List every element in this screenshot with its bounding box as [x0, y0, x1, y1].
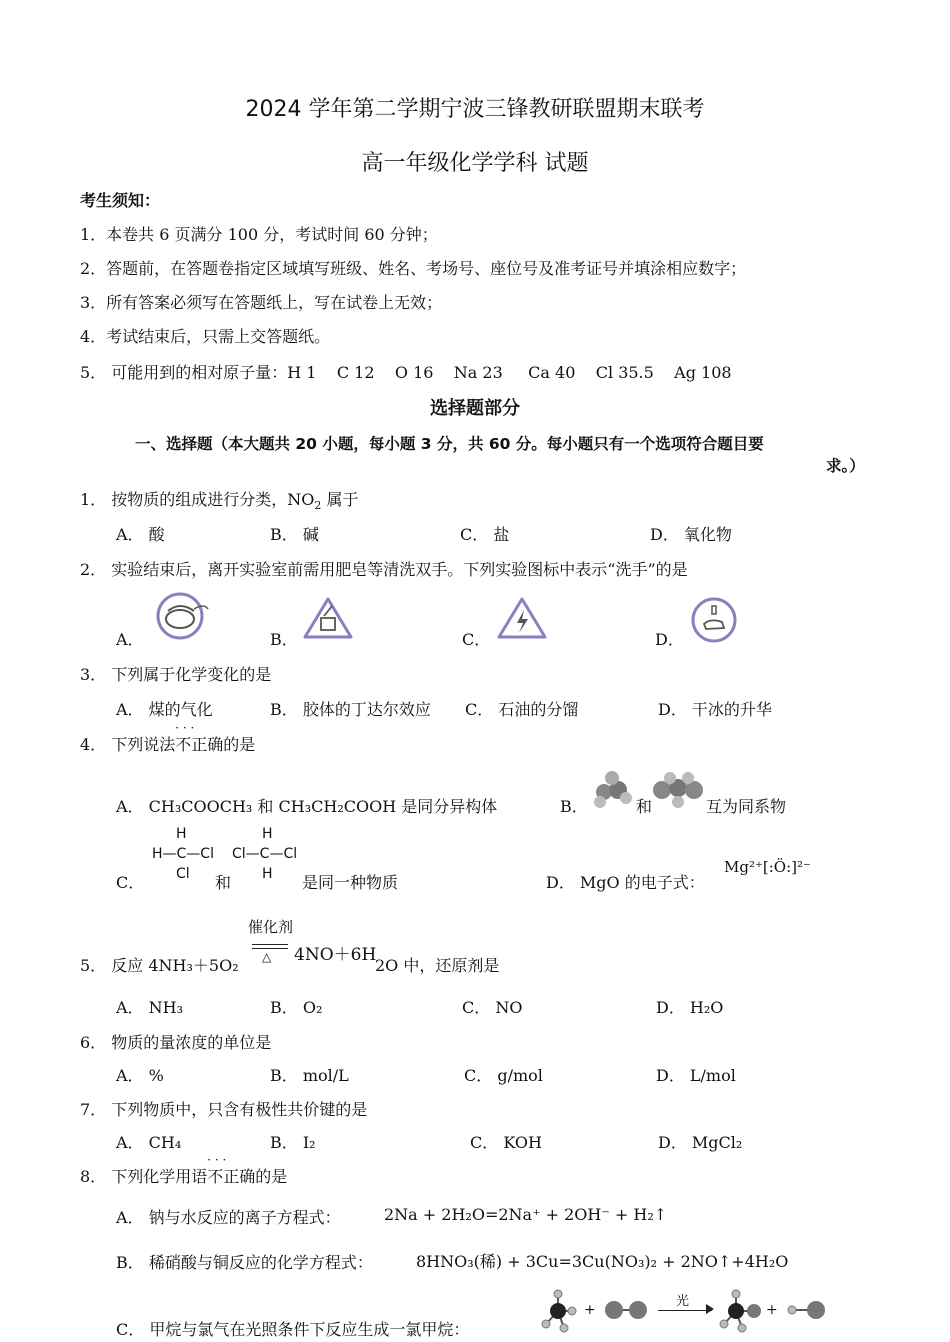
plus-sign: + [766, 1302, 778, 1318]
hcl-molecule-model [784, 1298, 828, 1322]
question-5-stem-cont: 2O 中，还原剂是 [375, 956, 500, 975]
q5-option-a: A． NH₃ [116, 998, 184, 1017]
q4-option-a: A． CH₃COOCH₃ 和 CH₃CH₂COOH 是同分异构体 [116, 797, 498, 816]
q2-option-c: C． [462, 630, 491, 649]
notice-item: 4．考试结束后，只需上交答题纸。 [80, 327, 331, 346]
reaction-arrow [658, 1310, 712, 1311]
exam-subtitle: 高一年级化学学科 试题 [361, 151, 589, 176]
q4-option-c-text: 是同一种物质 [302, 873, 399, 892]
structural-formula-2: H Cl—C—Cl H [232, 826, 298, 882]
q6-option-b: B． mol/L [270, 1066, 349, 1085]
chloromethane-ball-model [718, 1288, 762, 1334]
reaction-products: 4NO＋6H [294, 945, 377, 965]
electric-hazard-icon [496, 596, 548, 640]
q3-option-d: D． 干冰的升华 [658, 700, 772, 719]
plus-sign: + [584, 1302, 596, 1318]
section-title: 选择题部分 [430, 398, 520, 419]
question-1-stem: 1． 按物质的组成进行分类，$NO_2$ 属于 [80, 490, 359, 513]
question-4-stem: 4． 下列说法· · · 不正确的是 [80, 732, 255, 755]
light-condition-label: 光 [676, 1294, 690, 1309]
q4-option-c-label: C． [116, 873, 145, 892]
question-6-stem: 6． 物质的量浓度的单位是 [80, 1033, 272, 1052]
q4-option-d: D． MgO 的电子式： [546, 873, 705, 892]
goggles-icon [150, 591, 210, 641]
q5-option-c: C． NO [462, 998, 523, 1017]
q8-option-b-label: B． 稀硝酸与铜反应的化学方程式： [116, 1253, 373, 1272]
q6-option-d: D． L/mol [656, 1066, 736, 1085]
q7-option-b: B． I₂ [270, 1133, 316, 1152]
q8-option-a-label: A． 钠与水反应的离子方程式： [116, 1208, 341, 1227]
chlorine-molecule-model [602, 1298, 650, 1322]
part-instructions: 一、选择题（本大题共 20 小题，每小题 3 分，共 60 分。每小题只有一个选项符合题目要 [135, 435, 764, 453]
q5-option-d: D． H₂O [656, 998, 724, 1017]
notice-item: 3．所有答案必须写在答题纸上，写在试卷上无效； [80, 293, 443, 312]
q5-option-b: B． O₂ [270, 998, 323, 1017]
q7-option-d: D． MgCl₂ [658, 1133, 743, 1152]
q7-option-c: C． KOH [470, 1133, 542, 1152]
q6-option-a: A． % [116, 1066, 164, 1085]
q7-option-a: A． CH₄ [116, 1133, 182, 1152]
q3-option-b: B． 胶体的丁达尔效应 [270, 700, 431, 719]
methane-ball-model [538, 1288, 578, 1334]
notice-item: 1．本卷共 6 页满分 100 分，考试时间 60 分钟； [80, 225, 438, 244]
catalyst-label: 催化剂 [248, 918, 294, 936]
q6-option-c: C． g/mol [464, 1066, 543, 1085]
equals-sign [252, 944, 288, 949]
q1-option-c: C． 盐 [460, 525, 510, 544]
hand-wash-icon [690, 596, 738, 644]
part-instructions-cont: 求。） [826, 457, 865, 475]
q2-option-d: D． [655, 630, 684, 649]
hot-surface-icon [302, 596, 354, 640]
q3-option-a: A． 煤的气化 [116, 700, 213, 719]
question-2-stem: 2． 实验结束后，离开实验室前需用肥皂等清洗双手。下列实验图标中表示“洗手”的是 [80, 560, 688, 579]
q4-option-b-label: B． [560, 797, 588, 816]
question-5-stem: 5． 反应 4NH₃＋5O₂ [80, 956, 239, 975]
q4-option-c-and: 和 [215, 873, 232, 892]
notice-item: 2．答题前，在答题卷指定区域填写班级、姓名、考场号、座位号及准考证号并填涂相应数字； [80, 259, 747, 278]
notice-heading: 考生须知： [80, 191, 161, 210]
q8-option-a-equation: 2Na + 2H₂O=2Na⁺ + 2OH⁻ + H₂↑ [384, 1205, 668, 1224]
q3-option-c: C． 石油的分馏 [465, 700, 579, 719]
q1-option-b: B． 碱 [270, 525, 319, 544]
arrow-head-icon [706, 1304, 714, 1314]
q1-option-a: A． 酸 [116, 525, 165, 544]
exam-title: 2024 学年第二学期宁波三锋教研联盟期末联考 [245, 97, 705, 122]
q8-option-b-equation: 8HNO₃(稀) + 3Cu=3Cu(NO₃)₂ + 2NO↑+4H₂O [416, 1252, 789, 1271]
electron-dot-formula: Mg²⁺[:Ö:]²⁻ [724, 858, 811, 876]
question-3-stem: 3． 下列属于化学变化的是 [80, 665, 272, 684]
question-7-stem: 7． 下列物质中，只含有极性共价键的是 [80, 1100, 368, 1119]
q4-option-b-and: 和 [636, 797, 653, 816]
q8-option-c-label: C． 甲烷与氯气在光照条件下反应生成一氯甲烷： [116, 1320, 470, 1339]
q2-option-a: A． [116, 630, 144, 649]
q1-option-d: D． 氧化物 [650, 525, 732, 544]
question-8-stem: 8． 下列化学用语· · · 不正确的是 [80, 1164, 287, 1187]
butane-ball-model [650, 772, 706, 808]
propane-ball-model [592, 768, 634, 810]
notice-item: 5． 可能用到的相对原子量：H 1 C 12 O 16 Na 23 Ca 40 Cl 35.5 Ag 108 [80, 363, 732, 382]
structural-formula-1: H H—C—Cl Cl [152, 826, 214, 882]
q4-option-b-text: 互为同系物 [706, 797, 787, 816]
heat-symbol: △ [262, 950, 272, 964]
q2-option-b: B． [270, 630, 298, 649]
